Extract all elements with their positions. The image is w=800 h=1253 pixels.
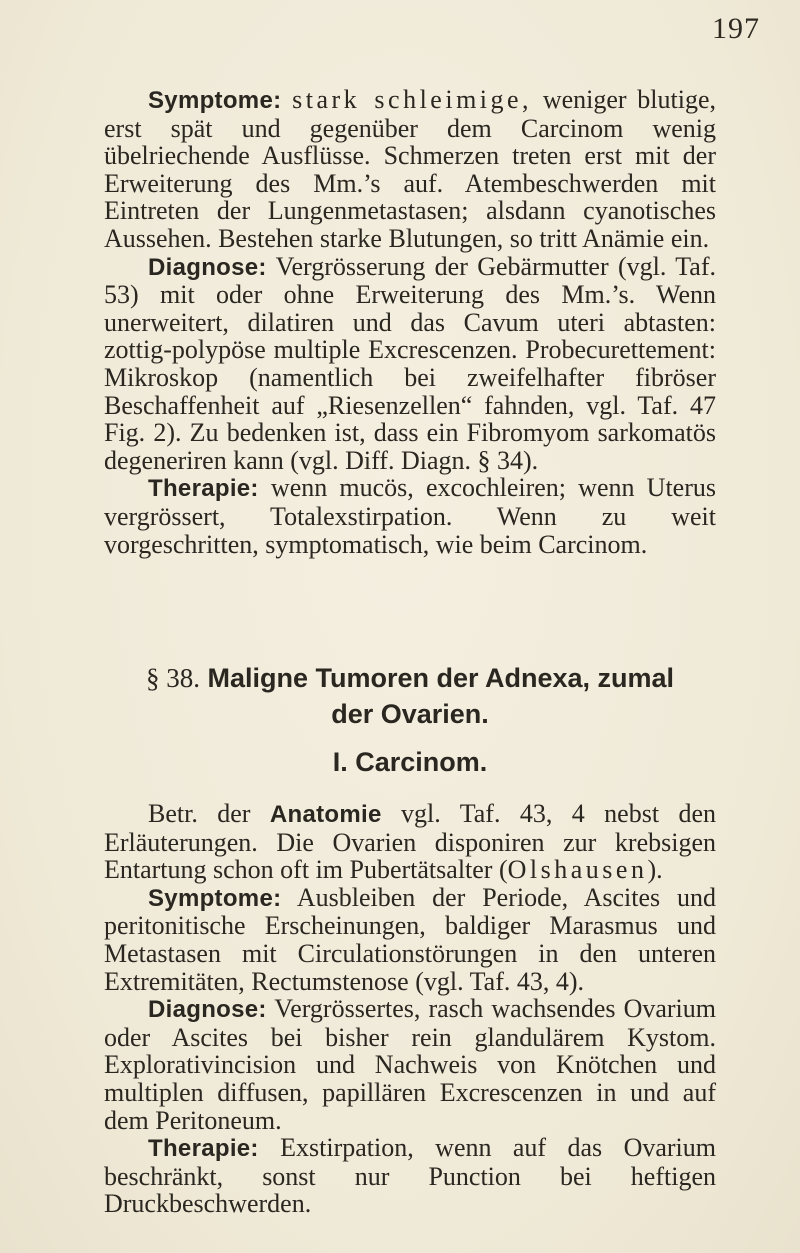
- therapie-text-2: Exstirpation, wenn auf das Ovarium beschränkt, sonst nur Punction bei heftigen Druckbeschwerden.: [104, 1133, 717, 1219]
- text-block-upper: [104, 86, 716, 558]
- section-heading: [104, 660, 716, 732]
- paragraph-symptome: [104, 86, 716, 253]
- symptome-text: weniger blutige, erst spät und gegenüber dem Carcinom wenig übelriechende Ausflüsse. Schmerzen treten erst mit der Erweiterung des Mm.’s auf. Atembeschwerden mit Eintreten der Lungenmetastasen; alsdann cyanotisches Aussehen. Bestehen starke Blutungen, so tritt Anämie ein.: [104, 85, 717, 253]
- anatomie-text: vgl. Taf. 43, 4 nebst den Erläuterungen. Die Ovarien disponiren zur krebsigen Entartung schon oft im Pubertätsalter (: [104, 799, 717, 885]
- author-name: Olshausen: [507, 855, 648, 885]
- therapie-text: wenn mucös, excochleiren; wenn Uterus vergrössert, Totalexstirpation. Wenn zu weit vorgeschritten, symptomatisch, wie beim Carcinom.: [104, 473, 716, 559]
- paragraph-diagnose: [104, 253, 716, 475]
- diagnose-label: Diagnose:: [148, 253, 267, 281]
- paragraph-therapie: [104, 474, 716, 558]
- paragraph-anatomie: [104, 800, 716, 884]
- anatomie-text-end: ).: [647, 855, 663, 885]
- diagnose-text: Vergrösserung der Gebärmutter (vgl. Taf. 53) mit oder ohne Erweiterung des Mm.’s. Wenn unerweitert, dilatiren und das Cavum uteri abtasten: zottig-polypöse multiple Excrescenzen. Probecurettement: Mikroskop (namentlich bei zweifelhafter fibröser Beschaffenheit auf „Riesenzellen“ fahnden, vgl. Taf. 47 Fig. 2). Zu bedenken ist, dass ein Fibromyom sarkomatös degeneriren kann (vgl. Diff. Diagn. § 34).: [104, 251, 716, 475]
- paragraph-therapie-2: [104, 1134, 716, 1218]
- symptome-text-2: Ausbleiben der Periode, Ascites und peritonitische Erscheinungen, baldiger Marasmus und Metastasen mit Circulationstörungen in den unteren Extremitäten, Rectumstenose (vgl. Taf. 43, 4).: [104, 882, 716, 996]
- symptome-label-2: Symptome:: [148, 884, 282, 912]
- diagnose-label-2: Diagnose:: [148, 996, 267, 1024]
- subsection-heading: I. Carcinom.: [332, 747, 488, 777]
- symptome-emphasis: stark schleimige,: [292, 85, 533, 114]
- paragraph-diagnose-2: [104, 995, 716, 1134]
- anatomie-prefix: Betr. der: [148, 799, 251, 828]
- therapie-label: Therapie:: [148, 475, 259, 503]
- therapie-label-2: Therapie:: [148, 1135, 259, 1163]
- anatomie-label: Anatomie: [269, 801, 382, 828]
- page-number: 197: [712, 12, 760, 45]
- diagnose-text-2: Vergrössertes, rasch wachsendes Ovarium oder Ascites bei bisher rein glandulärem Kystom. Explorativincision und Nachweis von Knötchen und multiplen diffusen, papillären Excrescenzen in und auf dem Peritoneum.: [104, 994, 716, 1135]
- text-block-lower: [104, 800, 716, 1218]
- section-title-line2: der Ovarien.: [331, 699, 489, 729]
- paragraph-symptome-2: [104, 884, 716, 995]
- section-number: § 38.: [145, 663, 200, 693]
- symptome-label: Symptome:: [148, 87, 282, 114]
- section-title-line1: Maligne Tumoren der Adnexa, zumal: [207, 663, 675, 693]
